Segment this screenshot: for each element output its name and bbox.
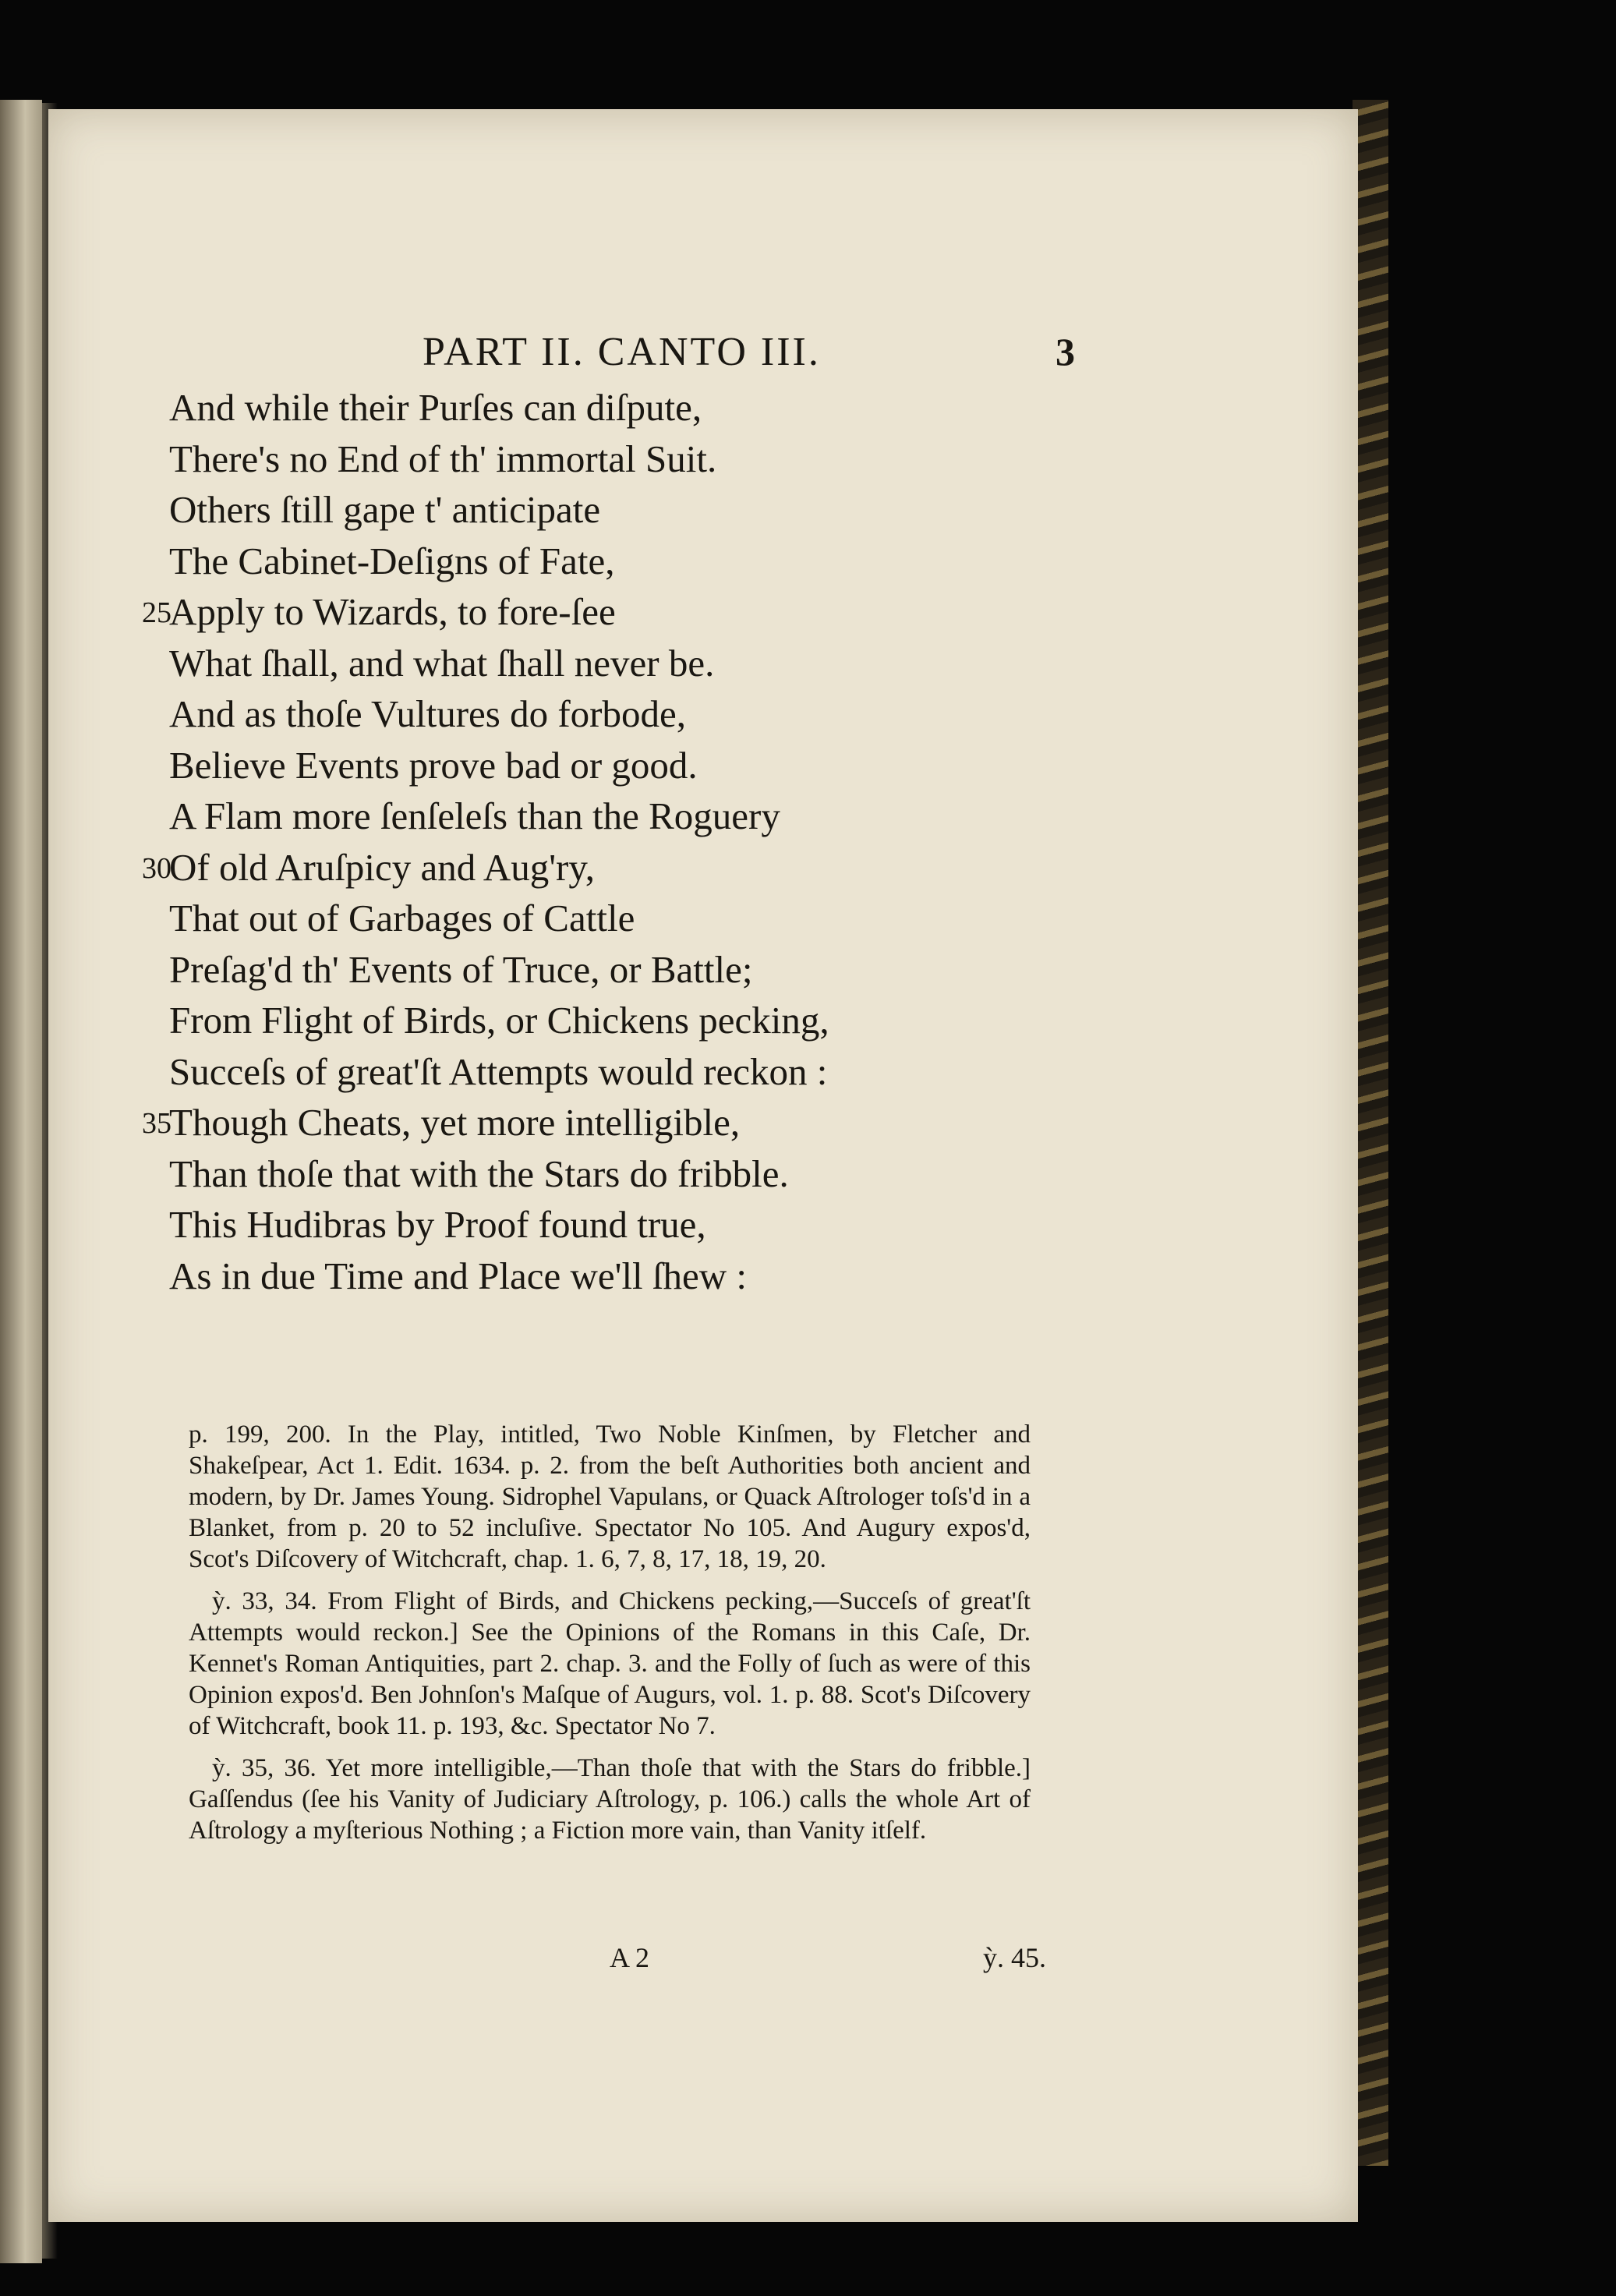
line-text: Than thoſe that with the Stars do fribble. xyxy=(169,1152,789,1195)
footnotes xyxy=(189,1419,1031,1857)
verse-line xyxy=(142,1097,1011,1148)
verse-line xyxy=(169,688,1011,740)
verse-line xyxy=(169,791,1011,842)
verse-line xyxy=(169,382,1011,433)
line-text: Succeſs of great'ſt Attempts would reckon : xyxy=(169,1049,828,1093)
book-page xyxy=(48,109,1358,2222)
running-head xyxy=(376,329,1077,375)
verse-line xyxy=(169,944,1011,996)
verse-line xyxy=(169,740,1011,791)
verse-line xyxy=(169,1251,1011,1302)
line-text: And while their Purſes can diſpute, xyxy=(169,386,702,429)
verse-line xyxy=(169,484,1011,536)
line-text: And as thoſe Vultures do forbode, xyxy=(169,692,686,735)
footnote: p. 199, 200. In the Play, intitled, Two Noble Kinſmen, by Fletcher and Shakeſpear, Act 1. Edit. 1634. p. 2. from the beſt Authorities both ancient and modern, by Dr. James Young. Sidrophel Vapulans, or Quack Aſtrologer toſs'd in a Blanket, from p. 20 to 52 incluſive. Spectator No 105. And Augury expos'd, Scot's Diſcovery of Witchcraft, chap. 1. 6, 7, 8, 17, 18, 19, 20. xyxy=(189,1420,1031,1573)
verse-line xyxy=(142,586,1011,638)
line-number: 25 xyxy=(142,596,172,629)
line-text: Others ſtill gape t' anticipate xyxy=(169,488,601,531)
page-number: 3 xyxy=(1056,330,1077,373)
line-number: 35 xyxy=(142,1107,172,1140)
page-title: PART II. CANTO III. xyxy=(423,330,821,374)
line-text: As in due Time and Place we'll ſhew : xyxy=(169,1254,748,1297)
line-text: That out of Garbages of Cattle xyxy=(169,897,635,939)
line-text: Apply to Wizards, to fore-ſee xyxy=(169,590,616,633)
signature-mark: A 2 xyxy=(610,1942,650,1973)
footnote: ỳ. 35, 36. Yet more intelligible,—Than thoſe that with the Stars do fribble.] Gaſſendus (ſee his Vanity of Judiciary Aſtrology, p. 106.) calls the whole Art of Aſtrology a myſterious Nothing ; a Fiction more vain, than Vanity itſelf. xyxy=(189,1754,1031,1845)
line-text: A Flam more ſenſeleſs than the Roguery xyxy=(169,794,780,837)
verse-line xyxy=(169,893,1011,944)
verse-block xyxy=(142,382,1011,1301)
line-text: There's no End of th' immortal Suit. xyxy=(169,437,717,480)
footnote: ỳ. 33, 34. From Flight of Birds, and Chickens pecking,—Succeſs of great'ſt Attempts would reckon.] See the Opinions of the Romans in this Caſe, Dr. Kennet's Roman Antiquities, part 2. chap. 3. and the Folly of ſuch as were of this Opinion expos'd. Ben Johnſon's Maſque of Augurs, vol. 1. p. 88. Scot's Diſcovery of Witchcraft, book 11. p. 193, &c. Spectator No 7. xyxy=(189,1587,1031,1740)
line-text: Believe Events prove bad or good. xyxy=(169,743,698,787)
line-text: Though Cheats, yet more intelligible, xyxy=(169,1101,741,1144)
line-text: This Hudibras by Proof found true, xyxy=(169,1203,706,1246)
line-text: The Cabinet-Deſigns of Fate, xyxy=(169,539,615,582)
verse-line xyxy=(169,638,1011,689)
verse-line xyxy=(169,995,1011,1046)
catchword: ỳ. 45. xyxy=(983,1942,1046,1973)
verse-line xyxy=(169,536,1011,587)
verse-line xyxy=(169,433,1011,485)
verse-line xyxy=(169,1199,1011,1251)
verse-line xyxy=(142,842,1011,893)
facing-page-edge xyxy=(0,100,42,2263)
line-text: From Flight of Birds, or Chickens pecking, xyxy=(169,999,829,1042)
verse-line xyxy=(169,1046,1011,1098)
verse-line xyxy=(169,1148,1011,1200)
line-number: 30 xyxy=(142,851,172,885)
page-footer xyxy=(610,1941,1046,1974)
line-text: Of old Aruſpicy and Aug'ry, xyxy=(169,845,595,889)
line-text: What ſhall, and what ſhall never be. xyxy=(169,641,715,685)
line-text: Preſag'd th' Events of Truce, or Battle; xyxy=(169,947,753,991)
